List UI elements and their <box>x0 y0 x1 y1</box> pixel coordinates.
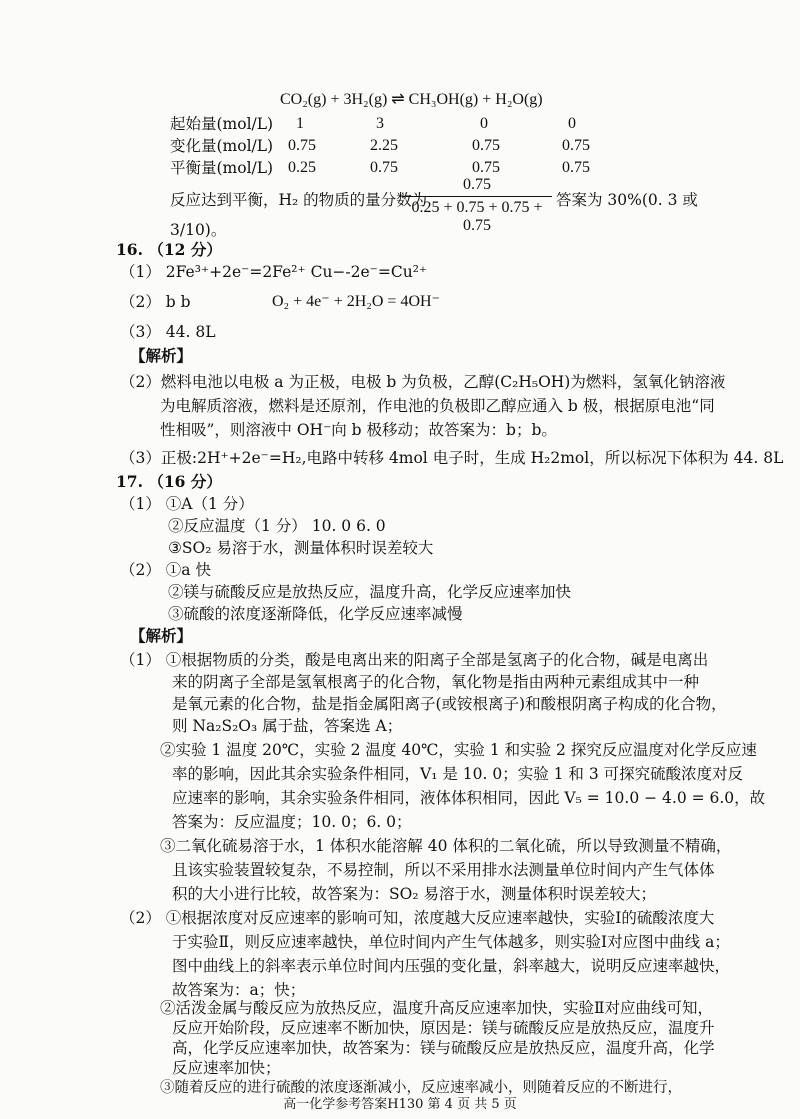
q16-analysis-line: 性相吸”，则溶液中 OH⁻向 b 极移动；故答案为：b；b。 <box>160 421 557 439</box>
q17-analysis-line: 反应速率加快； <box>172 1059 281 1077</box>
q17-analysis-line: 积的大小进行比较，故答案为：SO₂ 易溶于水，测量体积时误差较大； <box>172 885 656 903</box>
ch3oh-value: 0.75 <box>472 137 500 154</box>
q17-analysis-line: 应速率的影响，其余实验条件相同，液体体积相同，因此 V₅ = 10.0 − 4.0 = 6.0，故 <box>172 789 766 807</box>
q17-analysis-line: 率的影响，因此其余实验条件相同，V₁ 是 10. 0；实验 1 和 3 可探究硫酸浓度对反 <box>172 765 744 783</box>
co2-value: 0.25 <box>288 159 316 176</box>
h2-value: 2.25 <box>370 137 398 154</box>
page-footer-text: 高一化学参考答案H130 第 4 页 共 5 页 <box>0 1097 800 1113</box>
q16-analysis-line: 为电解质溶液，燃料是还原剂，作电池的负极即乙醇应通入 b 极，根据原电池“同 <box>160 397 715 415</box>
q17-analysis-line: 高，化学反应速率加快，故答案为：镁与硫酸反应是放热反应，温度升高，化学 <box>172 1039 715 1057</box>
q17-answer: ②反应温度（1 分） 10. 0 6. 0 <box>168 517 386 535</box>
q17-analysis-line: （1） ①根据物质的分类，酸是电离出来的阳离子全部是氢离子的化合物，碱是电离出 <box>120 651 709 669</box>
fraction-denominator: 0.25 + 0.75 + 0.75 + 0.75 <box>411 199 543 234</box>
q17-answer: ③硫酸的浓度逐渐降低，化学反应速率减慢 <box>168 605 463 623</box>
q17-answer: （1） ①A（1 分） <box>120 495 254 513</box>
q17-analysis-line: ③二氧化硫易溶于水，1 体积水能溶解 40 体积的二氧化硫，所以导致测量不精确， <box>160 837 732 855</box>
q17-analysis-line: 图中曲线上的斜率表示单位时间内压强的变化量，斜率越大，说明反应速率越快， <box>172 957 731 975</box>
row-label: 起始量(mol/L) <box>170 115 274 133</box>
q17-answer: ③SO₂ 易溶于水，测量体积时误差较大 <box>168 539 434 557</box>
ch3oh-value: 0 <box>480 115 488 132</box>
q17-header: 17. （16 分） <box>116 472 222 491</box>
fraction-numerator: 0.75 <box>463 176 491 193</box>
h2o-value: 0.75 <box>562 159 590 176</box>
q16-answer-1: （1） 2Fe³⁺+2e⁻=2Fe²⁺ Cu−-2e⁻=Cu²⁺ <box>120 263 428 281</box>
q17-analysis-line: 答案为：反应温度；10. 0；6. 0； <box>172 813 412 831</box>
q17-analysis-line: 于实验Ⅱ，则反应速率越快，单位时间内产生气体越多，则实验Ⅰ对应图中曲线 a； <box>172 933 730 951</box>
row-label: 变化量(mol/L) <box>170 137 274 155</box>
q17-analysis-line: 则 Na₂S₂O₃ 属于盐，答案选 A； <box>172 717 403 735</box>
h2-value: 3 <box>376 115 384 132</box>
q16-answer-2-equation: O₂ + 4e⁻ + 2H₂O = 4OH⁻ <box>272 293 440 310</box>
fraction-bar <box>402 196 552 197</box>
h2-value: 0.75 <box>370 159 398 176</box>
conclusion-suffix: 答案为 30%(0. 3 或 <box>556 191 698 209</box>
conclusion-prefix: 反应达到平衡，H₂ 的物质的量分数为 <box>170 191 428 209</box>
co2-value: 1 <box>296 115 304 132</box>
q16-header: 16. （12 分） <box>116 240 222 259</box>
q17-answer: ②镁与硫酸反应是放热反应，温度升高，化学反应速率加快 <box>168 583 572 601</box>
h2o-value: 0.75 <box>562 137 590 154</box>
ch3oh-value: 0.75 <box>472 159 500 176</box>
q16-analysis-line: （2）燃料电池以电极 a 为正极，电极 b 为负极，乙醇(C₂H₅OH)为燃料，氢氧化钠溶液 <box>120 373 726 391</box>
q17-analysis-line: 反应开始阶段，反应速率不断加快，原因是：镁与硫酸反应是放热反应，温度升 <box>172 1019 715 1037</box>
equilibrium-equation: CO₂(g) + 3H₂(g) ⇌ CH₃OH(g) + H₂O(g) <box>280 91 543 108</box>
conclusion-cont: 3/10)。 <box>170 221 227 239</box>
q17-analysis-line: ②实验 1 温度 20℃，实验 2 温度 40℃，实验 1 和实验 2 探究反应温度对化学反应速 <box>160 741 757 759</box>
co2-value: 0.75 <box>288 137 316 154</box>
q17-analysis-heading: 【解析】 <box>130 626 193 645</box>
q16-analysis-line: （3）正极:2H⁺+2e⁻=H₂,电路中转移 4mol 电子时，生成 H₂2mol，所以标况下体积为 44. 8L <box>120 449 784 467</box>
mole-fraction <box>402 176 552 235</box>
q17-analysis-line: ③随着反应的进行硫酸的浓度逐渐减小，反应速率减小，则随着反应的不断进行， <box>160 1080 682 1096</box>
q17-analysis-line: 是氧元素的化合物，盐是指金属阳离子(或铵根离子)和酸根阴离子构成的化合物， <box>172 695 727 713</box>
q17-answer: （2） ①a 快 <box>120 561 211 579</box>
q17-analysis-line: 来的阴离子全部是氢氧根离子的化合物，氧化物是指由两种元素组成其中一种 <box>172 673 700 691</box>
h2o-value: 0 <box>568 115 576 132</box>
row-label: 平衡量(mol/L) <box>170 159 274 177</box>
q16-answer-2: （2） b b <box>120 293 191 311</box>
q17-analysis-line: ②活泼金属与酸反应为放热反应，温度升高反应速率加快，实验Ⅱ对应曲线可知， <box>160 999 714 1017</box>
q17-analysis-line: （2） ①根据浓度对反应速率的影响可知，浓度越大反应速率越快，实验Ⅰ的硫酸浓度大 <box>120 909 715 927</box>
q16-analysis-heading: 【解析】 <box>130 346 193 365</box>
q17-analysis-line: 故答案为：a；快； <box>172 981 306 999</box>
q17-analysis-line: 且该实验装置较复杂，不易控制，所以不采用排水法测量单位时间内产生气体体 <box>172 861 715 879</box>
q16-answer-3: （3） 44. 8L <box>120 323 216 341</box>
